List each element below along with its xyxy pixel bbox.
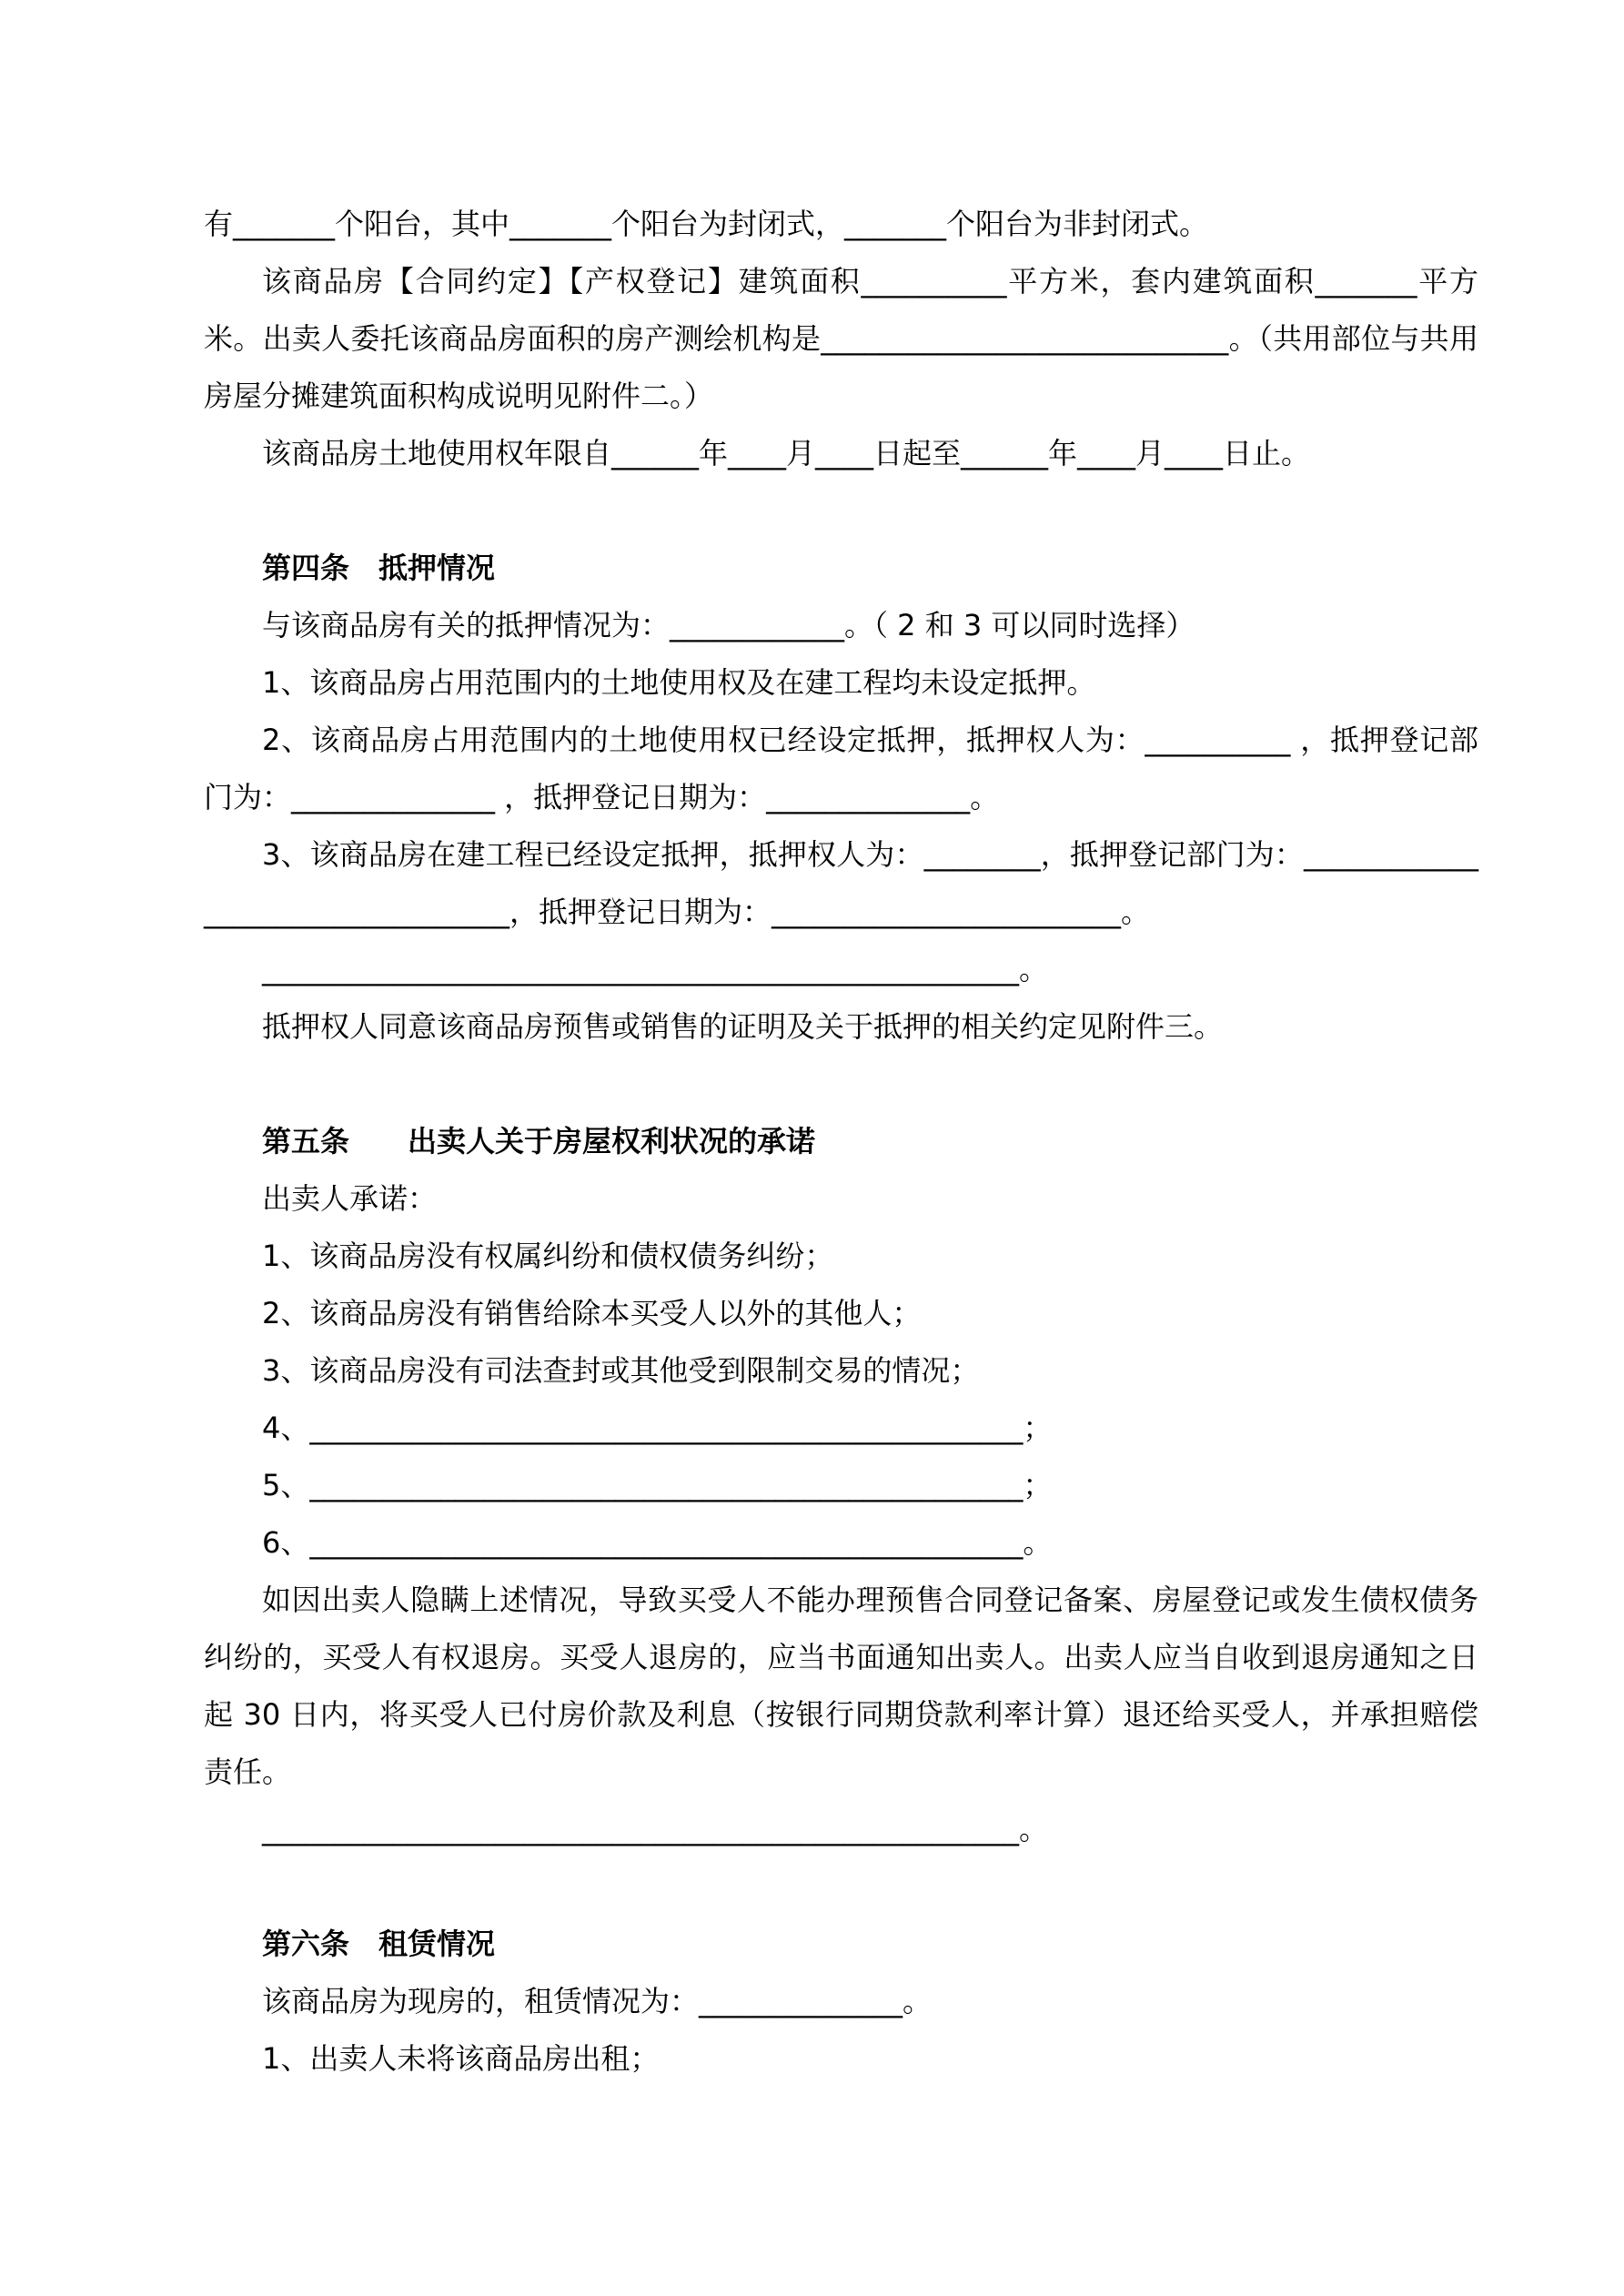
paragraph-concealment-liability: 如因出卖人隐瞒上述情况，导致买受人不能办理预售合同登记备案、房屋登记或发生债权债务纠纷的，买受人有权退房。买受人退房的，应当书面通知出卖人。出卖人应当自收到退房通知之日起 30 日内，将买受人已付房价款及利息（按银行同期贷款利率计算）退还给买受人，并承担赔偿责任。 — [204, 1583, 1478, 1789]
heading-article-4-mortgage: 第四条 抵押情况 — [262, 551, 496, 585]
paragraph-mortgage-item-2: 2、该商品房占用范围内的土地使用权已经设定抵押，抵押权人为：__________ ，抵押登记部门为：______________ ，抵押登记日期为：______________。 — [204, 723, 1478, 814]
paragraph-commitment-4: 4、_________________________________________________； — [262, 1411, 1053, 1445]
paragraph-land-use-term: 该商品房土地使用权年限自______年____月____日起至______年____月____日止。 — [262, 436, 1311, 470]
paragraph-blank-line-2: ____________________________________________________。 — [262, 1812, 1049, 1846]
paragraph-commitment-2: 2、该商品房没有销售给除本买受人以外的其他人； — [262, 1296, 922, 1330]
paragraph-lease-status: 该商品房为现房的，租赁情况为：______________。 — [262, 1984, 933, 2018]
paragraph-commitment-3: 3、该商品房没有司法查封或其他受到限制交易的情况； — [262, 1353, 980, 1388]
paragraph-seller-promises: 出卖人承诺： — [262, 1181, 438, 1216]
paragraph-mortgage-item-1: 1、该商品房占用范围内的土地使用权及在建工程均未设定抵押。 — [262, 665, 1096, 700]
paragraph-commitment-5: 5、_________________________________________________； — [262, 1468, 1053, 1502]
paragraph-blank-line-1: ____________________________________________________。 — [262, 952, 1049, 986]
paragraph-mortgage-item-3: 3、该商品房在建工程已经设定抵押，抵押权人为：________，抵押登记部门为：_________________________________，抵押登记日期为：________________________。 — [204, 837, 1478, 929]
paragraph-lease-item-1: 1、出卖人未将该商品房出租； — [262, 2041, 660, 2076]
heading-article-6-lease: 第六条 租赁情况 — [262, 1927, 496, 1961]
heading-article-5-seller-commitment: 第五条 出卖人关于房屋权利状况的承诺 — [262, 1124, 816, 1158]
paragraph-mortgagee-consent: 抵押权人同意该商品房预售或销售的证明及关于抵押的相关约定见附件三。 — [262, 1009, 1224, 1044]
paragraph-mortgage-status: 与该商品房有关的抵押情况为：____________。（ 2 和 3 可以同时选择） — [262, 608, 1195, 642]
paragraph-floor-area: 该商品房【合同约定】【产权登记】建筑面积__________平方米，套内建筑面积_______平方米。出卖人委托该商品房面积的房产测绘机构是____________________________。（共用部位与共用房屋分摊建筑面积构成说明见附件二。） — [204, 264, 1478, 413]
paragraph-balcony-count: 有_______个阳台，其中_______个阳台为封闭式，_______个阳台为非封闭式。 — [204, 207, 1209, 241]
paragraph-commitment-6: 6、_________________________________________________。 — [262, 1525, 1053, 1560]
paragraph-commitment-1: 1、该商品房没有权属纠纷和债权债务纠纷； — [262, 1239, 834, 1273]
